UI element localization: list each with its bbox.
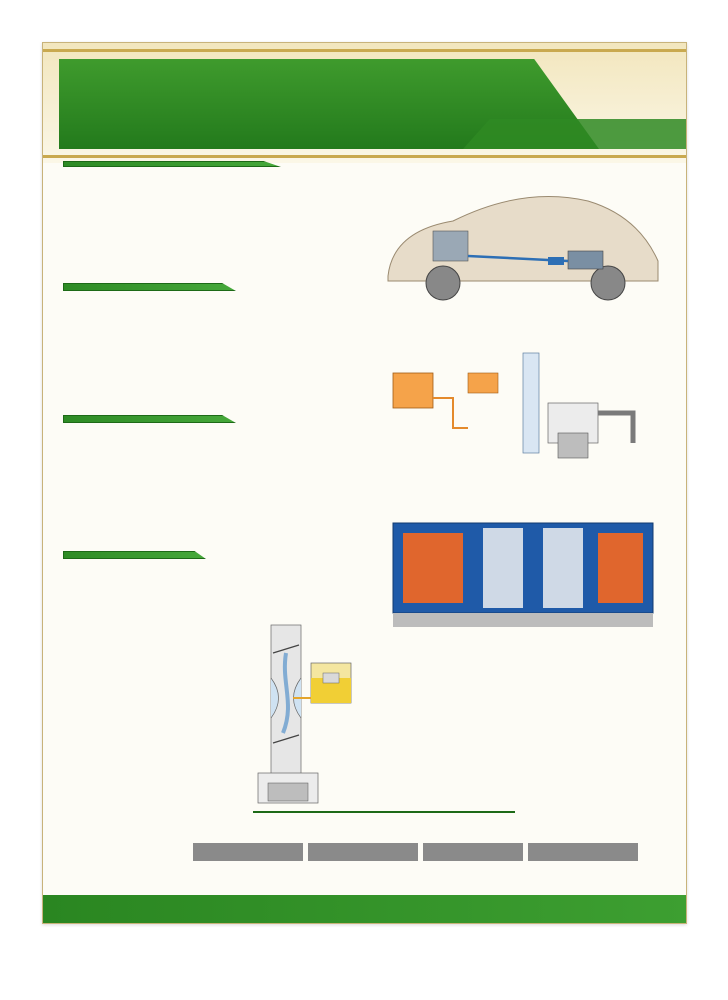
section-simple-carb-heading: [63, 551, 206, 559]
fuel-tank-shape: [568, 251, 603, 269]
modes-heading: [253, 811, 515, 813]
tab-medium-load: [423, 843, 523, 861]
simple-carburetor-diagram: [213, 623, 363, 808]
solex-carburetor-diagram: [373, 503, 673, 653]
accel-pump-shape: [598, 533, 643, 603]
rear-wheel: [591, 266, 625, 300]
footer-green-bar: [43, 895, 686, 923]
gold-stripe-top: [43, 49, 686, 52]
piston-shape: [268, 783, 308, 801]
float-chamber-shape: [403, 533, 463, 603]
car-scheme-diagram: [373, 161, 673, 326]
section-mixture: [63, 415, 358, 428]
carb-base: [393, 613, 653, 627]
tank-shape: [393, 373, 433, 408]
first-chamber: [483, 528, 523, 608]
exhaust-shape: [598, 413, 633, 443]
tab-idle: [308, 843, 418, 861]
section-fuel-heading: [63, 283, 236, 291]
section-purpose-heading: [63, 161, 281, 167]
section-mixture-heading: [63, 415, 236, 423]
engine-block: [433, 231, 468, 261]
section-purpose: [63, 161, 358, 172]
poster-board: [42, 42, 687, 924]
tab-start: [193, 843, 303, 861]
section-simple-carb: [63, 551, 208, 564]
fuel-pipe: [433, 398, 468, 428]
carb-chamber-shape: [468, 373, 498, 393]
piston-shape: [558, 433, 588, 458]
section-fuel: [63, 283, 358, 296]
intake-duct: [523, 353, 539, 453]
car-scheme-panel: [373, 161, 673, 330]
header-green-accent: [463, 119, 686, 149]
fuel-system-diagram: [373, 333, 673, 483]
front-wheel: [426, 266, 460, 300]
second-chamber: [543, 528, 583, 608]
header-band: [43, 59, 686, 149]
float-shape: [323, 673, 339, 683]
pump-shape: [548, 257, 564, 265]
gold-stripe-header: [43, 155, 686, 158]
tab-full-load: [528, 843, 638, 861]
